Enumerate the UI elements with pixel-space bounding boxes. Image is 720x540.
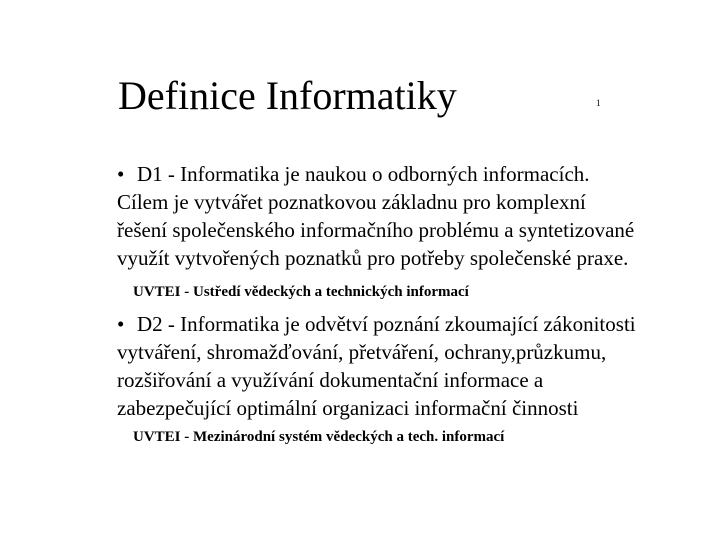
definition-d1 (117, 160, 677, 272)
definition-d2-line-1 (117, 310, 677, 338)
definition-d1-line-4: využít vytvořených poznatků pro potřeby společenské praxe. (117, 246, 629, 270)
definition-d2-line-4: zabezpečující optimální organizaci informační činnosti (117, 396, 579, 420)
definition-d1-text-1: D1 - Informatika je naukou o odborných informacích. (137, 162, 590, 186)
definition-d2-source: UVTEI - Mezinárodní systém vědeckých a tech. informací (133, 429, 505, 445)
definition-d1-line-3: řešení společenského informačního problému a syntetizované (117, 218, 635, 242)
slide-title: Definice Informatiky (118, 73, 457, 118)
definition-d2-line-3: rozšiřování a využívání dokumentační informace a (117, 368, 544, 392)
definition-d2-line-2: vytváření, shromažďování, přetváření, ochrany,průzkumu, (117, 340, 607, 364)
definition-d1-line-2: Cílem je vytvářet poznatkovou základnu pro komplexní (117, 190, 586, 214)
definition-d2 (117, 310, 677, 422)
definition-d1-source: UVTEI - Ustředí vědeckých a technických informací (133, 284, 469, 300)
definition-d2-text-1: D2 - Informatika je odvětví poznání zkoumající zákonitosti (137, 312, 636, 336)
definition-d1-line-1 (117, 160, 677, 188)
bullet-icon: • (117, 312, 125, 336)
slide-number: 1 (596, 98, 601, 108)
bullet-icon: • (117, 162, 125, 186)
